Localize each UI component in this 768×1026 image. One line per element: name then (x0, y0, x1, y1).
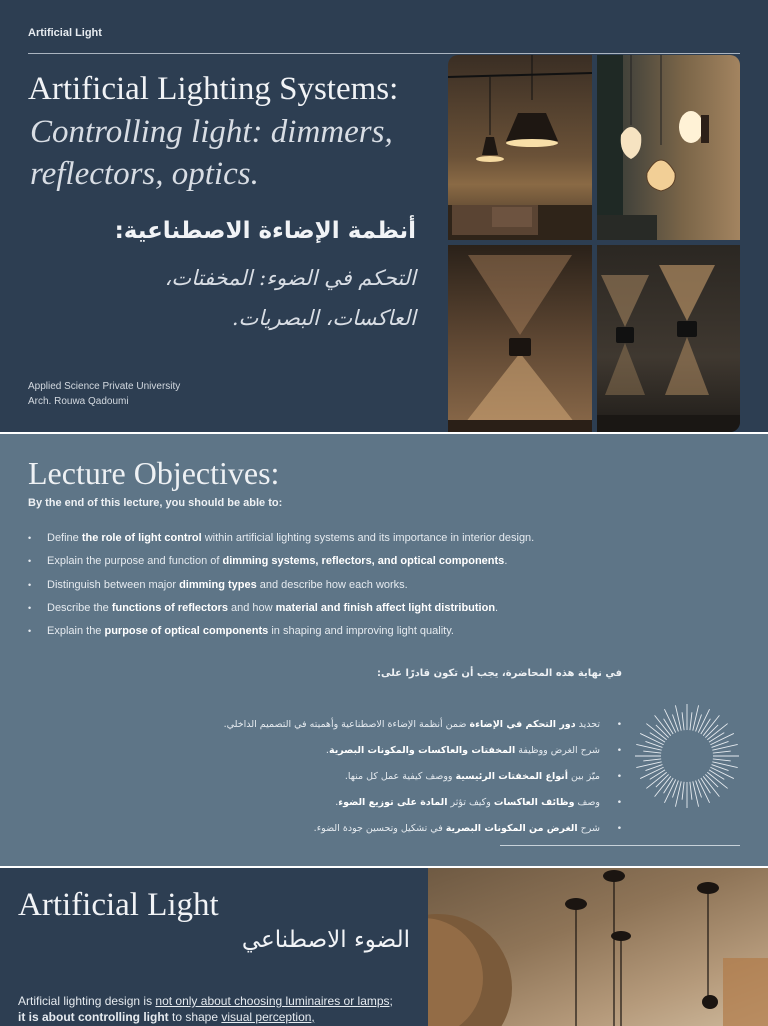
section-title-en: Artificial Light (18, 887, 219, 923)
pendant-lamps-illustration (448, 55, 592, 240)
objectives-intro: By the end of this lecture, you should be able to: (28, 497, 283, 509)
objective-item: • Explain the purpose of optical components in shaping and improving light quality. (28, 623, 534, 646)
pendant-ceiling-illustration (428, 868, 768, 1026)
photo-pendant-lights-ceiling (428, 868, 768, 1026)
slide-subtitle-en: Controlling light: dimmers, reflectors, optics. (30, 114, 393, 192)
glass-pendants-illustration (597, 55, 740, 240)
photo-glass-pendants-wall-lamp (597, 55, 740, 240)
twin-sconces-illustration (597, 245, 740, 432)
university-name: Applied Science Private University (28, 381, 181, 392)
photo-wall-sconce-up-down (448, 245, 592, 432)
intro-paragraph: Artificial lighting design is not only about choosing luminaires or lamps; it is about controlling light to shape visual perception, (18, 994, 393, 1024)
title-slide (0, 0, 768, 432)
objective-item: • Describe the functions of reflectors and how material and finish affect light distribution. (28, 600, 534, 623)
artificial-light-slide (0, 866, 768, 1026)
slide-title-en: Artificial Lighting Systems: (28, 71, 399, 107)
objectives-title: Lecture Objectives: (28, 455, 280, 491)
wall-sconce-illustration (448, 245, 592, 432)
objective-item-ar: • شرح الغرض من المكونات البصرية في تشكيل وتحسين جودة الضوء. (224, 821, 622, 847)
footer-divider (500, 845, 740, 846)
slide-tag: Artificial Light (28, 27, 102, 39)
objective-item: • Explain the purpose and function of dimming systems, reflectors, and optical components. (28, 553, 534, 576)
institution-block (28, 379, 180, 409)
header-divider (28, 53, 740, 54)
objectives-list-ar (224, 717, 622, 847)
sunburst-icon (633, 702, 741, 810)
photo-twin-wall-sconces (597, 245, 740, 432)
slide-title-ar: أنظمة الإضاءة الاصطناعية: (114, 218, 416, 244)
objective-item-ar: • ميّز بين أنواع المخفتات الرئيسية ووصف كيفية عمل كل منها. (224, 769, 622, 795)
objective-item-ar: • تحديد دور التحكم في الإضاءة ضمن أنظمة الإضاءة الاصطناعية وأهميته في التصميم الداخلي. (224, 717, 622, 743)
objective-item: • Distinguish between major dimming types and describe how each works. (28, 577, 534, 600)
photo-pendant-lamps-living-room (448, 55, 592, 240)
objectives-list-en (28, 530, 534, 646)
author-name: Arch. Rouwa Qadoumi (28, 396, 129, 407)
slide-subtitle-ar: التحكم في الضوء: المخفتات، العاكسات، البصريات. (164, 266, 416, 330)
objective-item-ar: • شرح الغرض ووظيفة المخفتات والعاكسات والمكونات البصرية. (224, 743, 622, 769)
objectives-slide (0, 432, 768, 866)
objectives-intro-ar: في نهاية هذه المحاضرة، يجب أن تكون قادرًا على: (376, 668, 622, 679)
objective-item-ar: • وصف وظائف العاكسات وكيف تؤثر المادة على توزيع الضوء. (224, 795, 622, 821)
objective-item: • Define the role of light control within artificial lighting systems and its importance in interior design. (28, 530, 534, 553)
section-title-ar: الضوء الاصطناعي (241, 927, 410, 953)
